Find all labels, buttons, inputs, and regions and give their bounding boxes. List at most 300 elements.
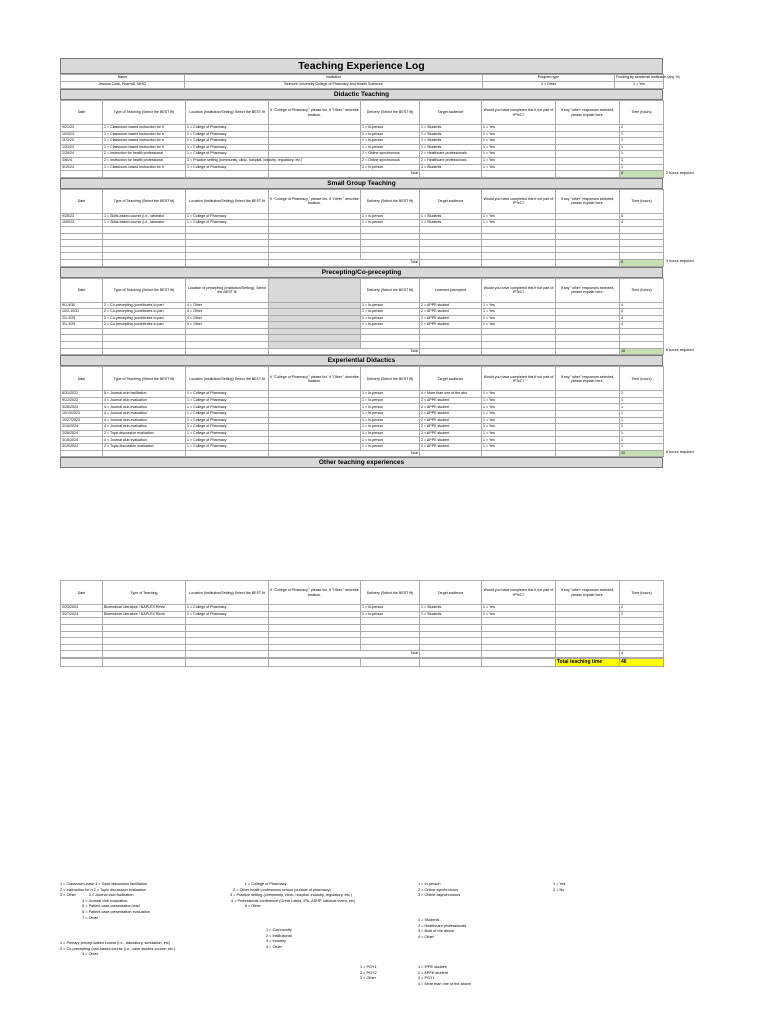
cell[interactable]: 2 = APPE student [420,404,482,411]
cell[interactable] [482,240,556,247]
cell[interactable] [556,342,620,349]
cell[interactable] [556,138,620,145]
cell[interactable]: 2 [620,611,664,618]
cell[interactable] [361,253,420,260]
cell[interactable]: 3/18/2024 [61,437,103,444]
cell[interactable] [482,631,556,638]
cell[interactable]: 2/1-2/29 [61,315,103,322]
cell[interactable] [103,226,186,233]
cell[interactable]: 1 = College of Pharmacy [186,144,269,151]
cell[interactable] [556,411,620,418]
cell[interactable]: 2 = Healthcare professionals [420,157,482,164]
cell[interactable]: 3/6/24 [61,157,103,164]
cell[interactable]: 1 = College of Pharmacy [186,444,269,451]
cell[interactable] [269,151,361,158]
cell[interactable] [482,644,556,651]
cell[interactable] [420,226,482,233]
cell[interactable]: 1 = In-person [361,315,420,322]
cell[interactable]: 2 = APPE student [420,302,482,309]
cell[interactable]: 4 [620,220,664,227]
cell[interactable]: 1 = Yes [482,605,556,612]
cell[interactable] [556,404,620,411]
cell[interactable] [420,233,482,240]
cell[interactable]: 4 = More than one of the abo [420,391,482,398]
cell[interactable]: 4 = Journal club evaluation [103,424,186,431]
cell[interactable]: 1 = Students [420,131,482,138]
cell[interactable] [620,233,664,240]
cell[interactable]: 1 = Skills-based course (i.e., laborator [103,213,186,220]
cell[interactable]: 1 = In-person [361,397,420,404]
cell[interactable] [269,397,361,404]
cell[interactable] [556,315,620,322]
cell[interactable]: Biomedical Literature / NAPLEX Revie [103,611,186,618]
cell[interactable]: 1 = In-person [361,125,420,132]
cell[interactable] [556,644,620,651]
cell[interactable]: 1 = Students [420,213,482,220]
cell[interactable]: 1 [620,417,664,424]
cell[interactable] [482,618,556,625]
cell[interactable]: 1 = In-person [361,164,420,171]
cell[interactable] [556,125,620,132]
cell[interactable]: 2 = APPE student [420,315,482,322]
cell[interactable] [61,328,103,335]
cell[interactable]: 2 = APPE student [420,397,482,404]
cell[interactable]: 2/16/2024 [61,424,103,431]
cell[interactable] [103,335,186,342]
cell[interactable] [269,437,361,444]
cell[interactable]: 2 [620,391,664,398]
cell[interactable] [269,131,361,138]
cell[interactable]: 10/3/23 [61,131,103,138]
cell[interactable]: 4 [620,213,664,220]
cell[interactable]: 2 = Online synchronous [361,151,420,158]
cell[interactable]: 1 = College of Pharmacy [186,164,269,171]
cell[interactable]: 1 = Classroom-based instruction for h [103,131,186,138]
cell[interactable] [103,631,186,638]
cell[interactable] [269,342,361,349]
cell[interactable]: 2 = Online synchronous [361,157,420,164]
cell[interactable]: 1 [620,411,664,418]
cell[interactable] [361,226,420,233]
cell[interactable] [620,631,664,638]
cell[interactable]: 5 = Journal club facilitation [103,391,186,398]
name-value[interactable]: Jessica Cook, PharmD, MHCI [61,82,185,89]
cell[interactable] [269,618,361,625]
cell[interactable] [103,342,186,349]
cell[interactable] [269,138,361,145]
cell[interactable]: 1 [620,397,664,404]
cell[interactable]: 9/26/2023 [61,404,103,411]
cell[interactable]: 1 = Classroom-based instruction for h [103,138,186,145]
cell[interactable]: 1 = In-person [361,605,420,612]
cell[interactable]: 4 = Journal club evaluation [103,437,186,444]
cell[interactable] [420,631,482,638]
cell[interactable] [556,417,620,424]
cell[interactable]: 1 = College of Pharmacy [186,131,269,138]
cell[interactable] [420,328,482,335]
cell[interactable] [556,220,620,227]
cell[interactable] [61,233,103,240]
cell[interactable] [269,404,361,411]
cell[interactable] [556,391,620,398]
cell[interactable] [269,644,361,651]
cell[interactable]: 2 = APPE student [420,424,482,431]
cell[interactable]: 1/31/24 [61,144,103,151]
cell[interactable]: 4 = Journal club evaluation [103,404,186,411]
cell[interactable] [103,644,186,651]
cell[interactable]: 9/25/23 [61,213,103,220]
cell[interactable]: 1 = Yes [482,213,556,220]
cell[interactable] [556,444,620,451]
cell[interactable] [186,618,269,625]
cell[interactable]: 1 = Yes [482,220,556,227]
cell[interactable] [556,328,620,335]
cell[interactable] [620,226,664,233]
cell[interactable]: 1 = Yes [482,397,556,404]
cell[interactable]: 4 = Journal club evaluation [103,411,186,418]
cell[interactable]: 1 [620,144,664,151]
cell[interactable] [269,335,361,342]
cell[interactable] [61,240,103,247]
cell[interactable]: 2 [620,125,664,132]
cell[interactable] [556,430,620,437]
cell[interactable]: 1 = Classroom-based instruction for h [103,144,186,151]
cell[interactable] [186,253,269,260]
cell[interactable]: 1 = Classroom-based instruction for h [103,164,186,171]
cell[interactable]: 3/19/24 [61,164,103,171]
cell[interactable]: 1 = Students [420,164,482,171]
cell[interactable]: 1 = In-person [361,404,420,411]
cell[interactable]: 1 = Yes [482,322,556,329]
cell[interactable] [556,605,620,612]
cell[interactable] [556,611,620,618]
cell[interactable]: 4 [620,315,664,322]
cell[interactable] [620,638,664,645]
cell[interactable]: 10/27/2023 [61,417,103,424]
cell[interactable] [556,624,620,631]
cell[interactable] [620,328,664,335]
cell[interactable] [361,233,420,240]
cell[interactable] [269,302,361,309]
cell[interactable]: 1 = College of Pharmacy [186,437,269,444]
cell[interactable] [103,253,186,260]
cell[interactable] [103,246,186,253]
cell[interactable] [482,335,556,342]
cell[interactable] [269,322,361,329]
cell[interactable] [186,624,269,631]
cell[interactable]: 2 = APPE student [420,444,482,451]
cell[interactable]: 1 = Yes [482,131,556,138]
cell[interactable]: 1 = In-person [361,144,420,151]
cell[interactable]: 3/27/2024 [61,611,103,618]
cell[interactable]: 1 = Students [420,138,482,145]
cell[interactable] [556,253,620,260]
cell[interactable] [482,226,556,233]
cell[interactable] [420,342,482,349]
cell[interactable] [361,342,420,349]
cell[interactable] [61,226,103,233]
cell[interactable]: 1 = Yes [482,404,556,411]
cell[interactable] [61,631,103,638]
cell[interactable]: 1 = Students [420,125,482,132]
cell[interactable] [61,618,103,625]
cell[interactable] [269,246,361,253]
cell[interactable] [556,309,620,316]
cell[interactable] [620,618,664,625]
cell[interactable]: 2 = APPE student [420,430,482,437]
cell[interactable]: 1 = College of Pharmacy [186,404,269,411]
cell[interactable] [269,411,361,418]
cell[interactable]: 1 = In-person [361,444,420,451]
cell[interactable] [420,618,482,625]
cell[interactable]: 1 = In-person [361,220,420,227]
cell[interactable] [420,240,482,247]
cell[interactable] [269,213,361,220]
cell[interactable] [420,644,482,651]
cell[interactable]: 4 [620,302,664,309]
cell[interactable]: 1 = College of Pharmacy [186,125,269,132]
cell[interactable]: 1 = In-person [361,424,420,431]
cell[interactable] [556,638,620,645]
cell[interactable] [482,246,556,253]
cell[interactable] [103,240,186,247]
cell[interactable]: 1 = College of Pharmacy [186,138,269,145]
cell[interactable] [620,644,664,651]
cell[interactable]: 1 = Yes [482,611,556,618]
cell[interactable]: 2/23/2024 [61,605,103,612]
cell[interactable]: 1 = Yes [482,302,556,309]
cell[interactable]: 2 = Topic discussion evaluation [103,430,186,437]
cell[interactable]: 1 = Yes [482,157,556,164]
cell[interactable] [61,644,103,651]
cell[interactable]: 2 = Healthcare professionals [420,151,482,158]
cell[interactable] [269,417,361,424]
cell[interactable]: 1 = College of Pharmacy [186,397,269,404]
cell[interactable]: 1 = In-person [361,138,420,145]
cell[interactable] [620,246,664,253]
cell[interactable]: 1 = Yes [482,315,556,322]
cell[interactable] [620,240,664,247]
cell[interactable]: 4 = Other [186,322,269,329]
cell[interactable]: 1 = Yes [482,309,556,316]
cell[interactable] [103,638,186,645]
funding-value[interactable]: 1 = Yes [615,82,664,89]
cell[interactable]: 1 = In-person [361,430,420,437]
cell[interactable]: 2 [620,605,664,612]
cell[interactable] [186,342,269,349]
cell[interactable]: 1 = Yes [482,411,556,418]
cell[interactable] [556,302,620,309]
cell[interactable]: 1 = In-person [361,417,420,424]
cell[interactable] [556,213,620,220]
cell[interactable] [556,322,620,329]
cell[interactable] [361,638,420,645]
cell[interactable]: 1 = College of Pharmacy [186,430,269,437]
cell[interactable]: 4 = Other [186,315,269,322]
cell[interactable]: 1 = Yes [482,444,556,451]
cell[interactable]: 2 = APPE student [420,417,482,424]
cell[interactable] [269,424,361,431]
cell[interactable]: 1 [620,138,664,145]
cell[interactable] [482,233,556,240]
cell[interactable] [61,253,103,260]
cell[interactable] [269,315,361,322]
cell[interactable]: 2 = Instruction for health professional [103,157,186,164]
cell[interactable] [482,624,556,631]
cell[interactable] [620,253,664,260]
cell[interactable]: 9/21/23 [61,125,103,132]
cell[interactable]: 1 [620,430,664,437]
cell[interactable]: 1 = In-person [361,611,420,618]
cell[interactable] [186,226,269,233]
cell[interactable] [482,638,556,645]
cell[interactable] [186,233,269,240]
cell[interactable] [186,240,269,247]
cell[interactable]: 1 = College of Pharmacy [186,424,269,431]
cell[interactable]: 1 = Classroom-based instruction for h [103,125,186,132]
cell[interactable] [556,164,620,171]
cell[interactable]: 1 = Students [420,144,482,151]
cell[interactable] [186,631,269,638]
cell[interactable]: 3 = Practice setting (community, clinic, hospital, industry, regulatory, etc.) [187,158,303,163]
cell[interactable] [361,644,420,651]
cell[interactable] [269,240,361,247]
cell[interactable]: 1 = Yes [482,138,556,145]
cell[interactable]: 4 [620,322,664,329]
cell[interactable] [269,233,361,240]
cell[interactable] [186,328,269,335]
cell[interactable]: 9/12/2023 [61,397,103,404]
cell[interactable]: 10/9/23 [61,220,103,227]
cell[interactable] [269,624,361,631]
cell[interactable] [620,624,664,631]
cell[interactable]: 1 = College of Pharmacy [186,220,269,227]
cell[interactable]: 2 = Co-precepting (contributes to part [103,309,186,316]
cell[interactable]: 1 = College of Pharmacy [186,391,269,398]
cell[interactable] [361,328,420,335]
cell[interactable]: 4 = Journal club evaluation [103,397,186,404]
cell[interactable] [269,444,361,451]
cell[interactable]: 1 [620,151,664,158]
cell[interactable] [420,335,482,342]
cell[interactable]: 1 = College of Pharmacy [186,411,269,418]
cell[interactable] [61,638,103,645]
cell[interactable] [556,226,620,233]
cell[interactable] [556,618,620,625]
cell[interactable] [482,342,556,349]
cell[interactable]: 9/1-9/30 [61,302,103,309]
cell[interactable]: 1 [620,164,664,171]
cell[interactable]: 1 = Skills-based course (i.e., laborator [103,220,186,227]
cell[interactable]: 1 = Yes [482,430,556,437]
cell[interactable]: 4 [620,309,664,316]
institution-value[interactable]: Belmont University College of Pharmacy and Health Sciences [185,82,483,89]
cell[interactable] [620,342,664,349]
cell[interactable] [269,144,361,151]
cell[interactable] [420,246,482,253]
cell[interactable] [103,233,186,240]
cell[interactable]: 2 = APPE student [420,437,482,444]
cell[interactable] [186,644,269,651]
cell[interactable] [482,253,556,260]
cell[interactable]: 1 = In-person [361,302,420,309]
cell[interactable]: 2 = Co-precepting (contributes to part [103,315,186,322]
cell[interactable] [556,335,620,342]
cell[interactable] [269,309,361,316]
cell[interactable]: 2/26/2024 [61,430,103,437]
cell[interactable] [556,631,620,638]
cell[interactable]: 1 = Yes [482,151,556,158]
cell[interactable] [482,328,556,335]
cell[interactable]: 1 = In-person [361,322,420,329]
cell[interactable] [269,220,361,227]
cell[interactable] [556,157,620,164]
cell[interactable]: 1 = Students [420,605,482,612]
cell[interactable]: 1 [620,131,664,138]
cell[interactable] [361,240,420,247]
cell[interactable] [361,631,420,638]
cell[interactable]: 3/19/2024 [61,444,103,451]
cell[interactable]: 1 = In-person [361,437,420,444]
cell[interactable] [361,618,420,625]
cell[interactable]: 1 = In-person [361,309,420,316]
cell[interactable]: 1 = College of Pharmacy [186,151,269,158]
cell[interactable] [420,638,482,645]
cell[interactable]: 1 = College of Pharmacy [186,213,269,220]
cell[interactable]: 11/3/23 [61,138,103,145]
cell[interactable]: 8/31/2023 [61,391,103,398]
cell[interactable]: 2 = APPE student [420,411,482,418]
cell[interactable]: 10/2-10/31 [61,309,103,316]
cell[interactable]: 4 = Journal club evaluation [103,417,186,424]
cell[interactable]: 1 = In-person [361,411,420,418]
cell[interactable] [186,246,269,253]
cell[interactable] [361,624,420,631]
cell[interactable] [361,246,420,253]
cell[interactable]: 1 [620,424,664,431]
cell[interactable]: 1 = Yes [482,417,556,424]
cell[interactable] [61,342,103,349]
cell[interactable] [556,233,620,240]
cell[interactable]: 1 = College of Pharmacy [186,417,269,424]
cell[interactable] [103,618,186,625]
cell[interactable] [269,253,361,260]
cell[interactable] [186,335,269,342]
cell[interactable]: 1 = College of Pharmacy [186,605,269,612]
cell[interactable]: 1 = Yes [482,144,556,151]
cell[interactable]: 1 = Yes [482,391,556,398]
cell[interactable] [556,437,620,444]
cell[interactable]: 1 = In-person [361,391,420,398]
cell[interactable] [61,624,103,631]
cell[interactable] [269,125,361,132]
cell[interactable]: 2 = Topic discussion evaluation [103,444,186,451]
cell[interactable] [556,397,620,404]
cell[interactable]: 2 = Instruction for health professional [103,151,186,158]
cell[interactable]: 2/28/24 [61,151,103,158]
cell[interactable] [61,335,103,342]
cell[interactable]: 1 = In-person [361,131,420,138]
cell[interactable]: 1 = In-person [361,213,420,220]
cell[interactable]: 4 = Other [186,309,269,316]
cell[interactable] [269,391,361,398]
cell[interactable] [556,246,620,253]
cell[interactable] [420,624,482,631]
cell[interactable] [620,335,664,342]
cell[interactable] [269,328,361,335]
cell[interactable] [61,246,103,253]
cell[interactable]: 1 [620,404,664,411]
